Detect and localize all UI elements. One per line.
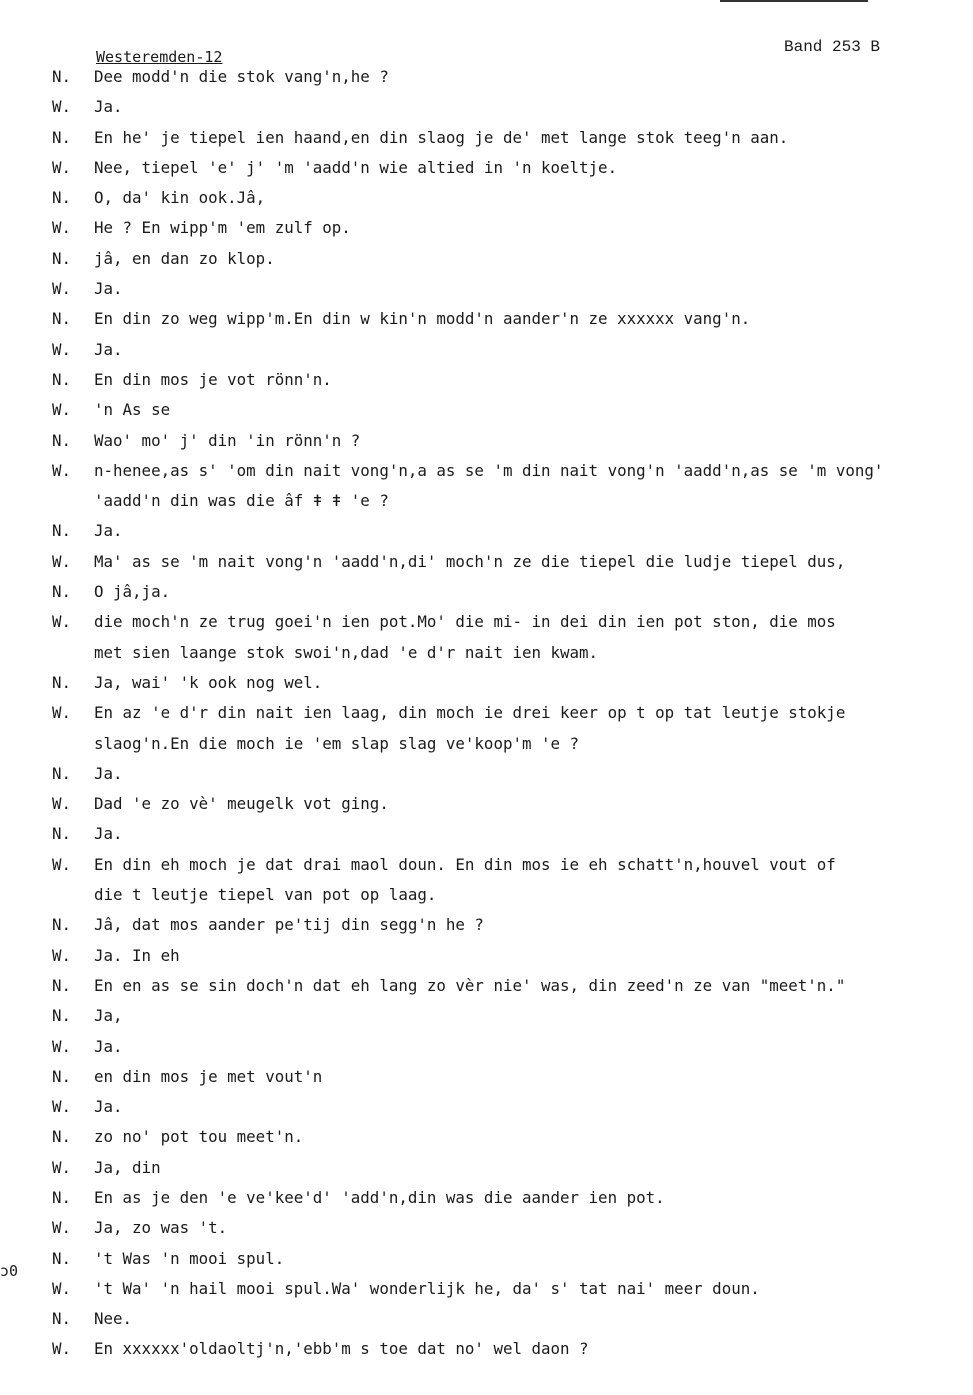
transcript-line	[0, 638, 973, 668]
transcript	[0, 62, 973, 1365]
transcript-line	[0, 1092, 973, 1122]
speaker-label: W.	[52, 157, 72, 177]
line-text: Ja,	[94, 1006, 123, 1026]
transcript-line	[0, 365, 973, 395]
transcript-line	[0, 335, 973, 365]
transcript-line	[0, 304, 973, 334]
transcript-line	[0, 971, 973, 1001]
transcript-line	[0, 850, 973, 880]
transcript-line	[0, 1244, 973, 1274]
speaker-label: N.	[52, 248, 72, 268]
transcript-line	[0, 274, 973, 304]
line-text: 'aadd'n din was die âf ǂ ǂ 'e ?	[94, 491, 389, 511]
speaker-label: W.	[52, 703, 72, 723]
line-text: En he' je tiepel ien haand,en din slaog je de' met lange stok teeg'n aan.	[94, 127, 789, 147]
speaker-label: W.	[52, 1278, 72, 1298]
transcript-line	[0, 426, 973, 456]
line-text: met sien laange stok swoi'n,dad 'e d'r nait ien kwam.	[94, 642, 599, 662]
speaker-label: W.	[52, 279, 72, 299]
speaker-label: N.	[52, 67, 72, 86]
speaker-label: N.	[52, 127, 72, 147]
line-text: Ja.	[94, 1036, 123, 1056]
speaker-label: N.	[52, 1066, 72, 1086]
transcript-line	[0, 1062, 973, 1092]
top-rule	[720, 0, 868, 2]
line-text: En din mos je vot rönn'n.	[94, 369, 332, 389]
speaker-label: N.	[52, 975, 72, 995]
transcript-line	[0, 729, 973, 759]
line-text: Ma' as se 'm nait vong'n 'aadd'n,di' moch'n ze die tiepel die ludje tiepel dus,	[94, 551, 846, 571]
speaker-label: W.	[52, 218, 72, 238]
line-text: Ja.	[94, 339, 123, 359]
line-text: En az 'e d'r din nait ien laag, din moch ie drei keer op t op tat leutje stokje	[94, 703, 846, 723]
document-title: Westeremden-12	[96, 48, 223, 66]
speaker-label: N.	[52, 1006, 72, 1026]
transcript-line	[0, 1334, 973, 1364]
line-text: En din zo weg wipp'm.En din w kin'n modd'n aander'n ze xxxxxx vang'n.	[94, 309, 751, 329]
line-text: Ja.	[94, 97, 123, 117]
speaker-label: N.	[52, 521, 72, 541]
speaker-label: W.	[52, 1097, 72, 1117]
line-text: He ? En wipp'm 'em zulf op.	[94, 218, 351, 238]
line-text: Ja.	[94, 763, 123, 783]
line-text: O, da' kin ook.Jâ,	[94, 188, 266, 208]
transcript-line	[0, 880, 973, 910]
line-text: Ja.	[94, 279, 123, 299]
speaker-label: W.	[52, 794, 72, 814]
transcript-line	[0, 1153, 973, 1183]
line-text: Ja, wai' 'k ook nog wel.	[94, 672, 323, 692]
transcript-line	[0, 941, 973, 971]
line-text: En din eh moch je dat drai maol doun. En din mos ie eh schatt'n,houvel vout of	[94, 854, 836, 874]
line-text: Ja. In eh	[94, 945, 180, 965]
speaker-label: N.	[52, 1187, 72, 1207]
transcript-line	[0, 910, 973, 940]
transcript-line	[0, 668, 973, 698]
transcript-line	[0, 123, 973, 153]
line-text: Dad 'e zo vè' meugelk vot ging.	[94, 794, 389, 814]
speaker-label: N.	[52, 824, 72, 844]
transcript-line	[0, 759, 973, 789]
transcript-line	[0, 153, 973, 183]
speaker-label: W.	[52, 400, 72, 420]
transcript-line	[0, 213, 973, 243]
transcript-line	[0, 577, 973, 607]
band-number: Band 253 B	[784, 38, 881, 56]
line-text: Nee.	[94, 1309, 133, 1329]
speaker-label: N.	[52, 915, 72, 935]
speaker-label: W.	[52, 339, 72, 359]
transcript-line	[0, 607, 973, 637]
transcript-line	[0, 456, 973, 486]
line-text: Ja.	[94, 824, 123, 844]
line-text: Ja, din	[94, 1157, 161, 1177]
transcript-line	[0, 395, 973, 425]
speaker-label: W.	[52, 97, 72, 117]
transcript-line	[0, 1274, 973, 1304]
line-text: die t leutje tiepel van pot op laag.	[94, 885, 437, 905]
line-text: 't Was 'n mooi spul.	[94, 1248, 285, 1268]
line-text: Wao' mo' j' din 'in rönn'n ?	[94, 430, 361, 450]
line-text: Dee modd'n die stok vang'n,he ?	[94, 67, 389, 86]
line-text: Ja.	[94, 1097, 123, 1117]
speaker-label: W.	[52, 854, 72, 874]
line-text: En en as se sin doch'n dat eh lang zo vèr nie' was, din zeed'n ze van "meet'n."	[94, 975, 846, 995]
speaker-label: N.	[52, 672, 72, 692]
line-text: En as je den 'e ve'kee'd' 'add'n,din was die aander ien pot.	[94, 1187, 665, 1207]
transcript-line	[0, 62, 973, 92]
line-text: O jâ,ja.	[94, 582, 171, 602]
transcript-line	[0, 244, 973, 274]
transcript-line	[0, 516, 973, 546]
transcript-line	[0, 547, 973, 577]
line-text: jâ, en dan zo klop.	[94, 248, 275, 268]
line-text: die moch'n ze trug goei'n ien pot.Mo' die mi- in dei din ien pot ston, die mos	[94, 612, 836, 632]
transcript-line	[0, 819, 973, 849]
transcript-line	[0, 183, 973, 213]
line-text: en din mos je met vout'n	[94, 1066, 323, 1086]
line-text: n-henee,as s' 'om din nait vong'n,a as se 'm din nait vong'n 'aadd'n,as se 'm vong'	[94, 460, 884, 480]
speaker-label: W.	[52, 1036, 72, 1056]
line-text: Ja, zo was 't.	[94, 1218, 228, 1238]
transcript-line	[0, 1183, 973, 1213]
speaker-label: W.	[52, 460, 72, 480]
line-text: 'n As se	[94, 400, 171, 420]
transcript-line	[0, 1032, 973, 1062]
line-text: Nee, tiepel 'e' j' 'm 'aadd'n wie altied in 'n koeltje.	[94, 157, 618, 177]
speaker-label: W.	[52, 1157, 72, 1177]
transcript-line	[0, 1122, 973, 1152]
transcript-line	[0, 789, 973, 819]
speaker-label: N.	[52, 1248, 72, 1268]
transcript-line	[0, 1001, 973, 1031]
speaker-label: W.	[52, 612, 72, 632]
speaker-label: N.	[52, 763, 72, 783]
speaker-label: N.	[52, 1127, 72, 1147]
speaker-label: N.	[52, 369, 72, 389]
margin-number: ɔ0	[0, 1262, 19, 1280]
line-text: Jâ, dat mos aander pe'tij din segg'n he ?	[94, 915, 484, 935]
speaker-label: N.	[52, 309, 72, 329]
transcript-line	[0, 1213, 973, 1243]
line-text: En xxxxxx'oldaoltj'n,'ebb'm s toe dat no' wel daon ?	[94, 1339, 589, 1359]
transcript-line	[0, 486, 973, 516]
transcript-line	[0, 92, 973, 122]
line-text: zo no' pot tou meet'n.	[94, 1127, 304, 1147]
speaker-label: N.	[52, 430, 72, 450]
speaker-label: W.	[52, 1339, 72, 1359]
speaker-label: N.	[52, 582, 72, 602]
speaker-label: W.	[52, 551, 72, 571]
speaker-label: W.	[52, 945, 72, 965]
speaker-label: W.	[52, 1218, 72, 1238]
speaker-label: N.	[52, 188, 72, 208]
line-text: slaog'n.En die moch ie 'em slap slag ve'koop'm 'e ?	[94, 733, 580, 753]
transcript-line	[0, 1304, 973, 1334]
speaker-label: N.	[52, 1309, 72, 1329]
line-text: Ja.	[94, 521, 123, 541]
line-text: 't Wa' 'n hail mooi spul.Wa' wonderlijk he, da' s' tat nai' meer doun.	[94, 1278, 760, 1298]
transcript-line	[0, 698, 973, 728]
